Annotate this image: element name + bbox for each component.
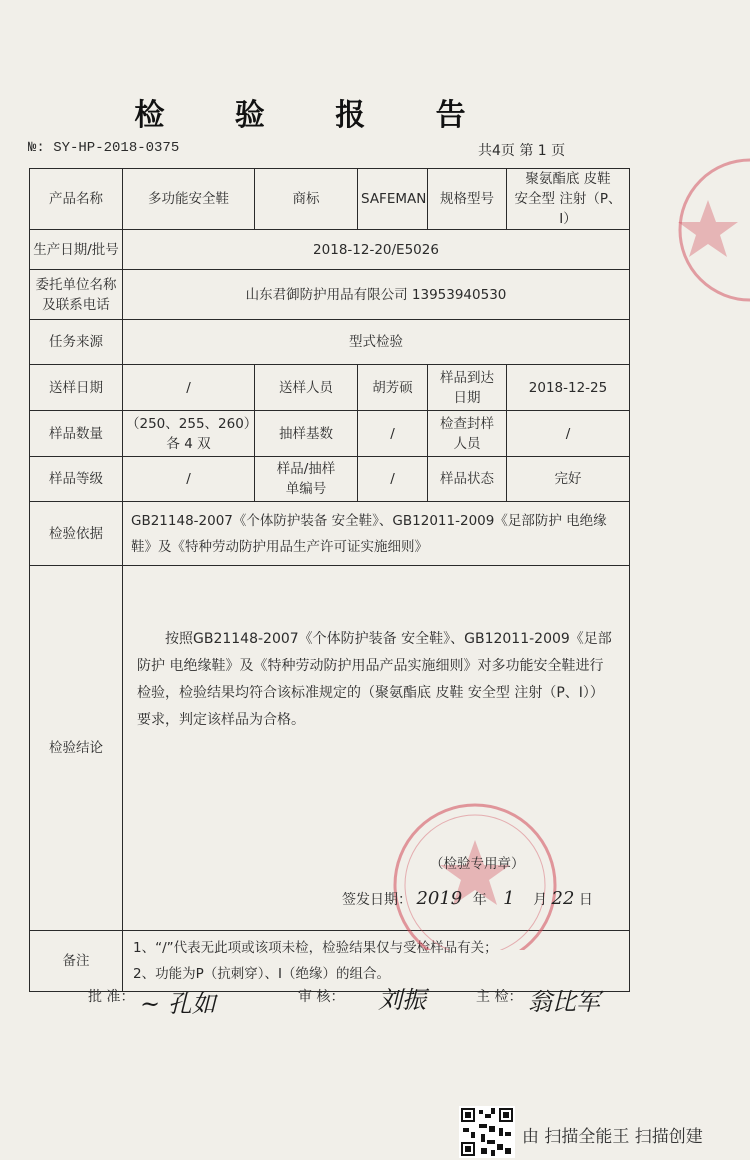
issue-year: 2019	[416, 888, 463, 909]
grade-label: 样品等级	[30, 457, 123, 502]
inspection-seal	[380, 800, 590, 950]
row-send-date	[30, 365, 630, 411]
arrival-label-line-1: 样品到达	[440, 369, 494, 386]
inspect-signature: 翁比军	[528, 988, 600, 1016]
sampling-base-label: 抽样基数	[255, 411, 358, 457]
row-grade	[30, 457, 630, 502]
sample-no-label-line-2: 单编号	[285, 481, 327, 497]
issue-month-unit: 月	[533, 892, 548, 908]
issue-day: 22	[551, 888, 575, 909]
send-date-value: /	[123, 365, 255, 411]
row-quantity	[30, 411, 630, 457]
issue-day-unit: 日	[578, 892, 593, 908]
approve-signature: ~ 孔如	[140, 990, 216, 1018]
quantity-value	[123, 411, 258, 457]
issue-year-unit: 年	[472, 892, 487, 908]
footer-scanner-note: 由 扫描全能王 扫描创建	[522, 1127, 703, 1147]
prod-date-value: 2018-12-20/E5026	[123, 230, 630, 270]
edge-seal	[668, 150, 750, 310]
sender-value: 胡芳硕	[358, 365, 428, 411]
report-title: 检 验 报 告	[134, 98, 496, 133]
row-task-source	[30, 320, 630, 365]
arrival-label-line-2: 日期	[453, 389, 481, 406]
note-1: 1、“/”代表无此项或该项未检，检验结果仅与受检样品有关；	[133, 940, 498, 956]
note-2: 2、功能为P（抗刺穿）、I（绝缘）的组合。	[133, 966, 390, 982]
client-label	[30, 270, 123, 320]
sample-no-label-line-1: 样品/抽样	[276, 461, 336, 477]
product-name-label: 产品名称	[30, 169, 123, 230]
model-line-1: 聚氨酯底 皮鞋	[525, 171, 611, 187]
seal-person-value: /	[507, 411, 630, 457]
report-number: №: SY-HP-2018-0375	[28, 140, 180, 156]
approve-label: 批 准：	[88, 989, 135, 1005]
model-value	[507, 169, 630, 230]
arrival-date-value: 2018-12-25	[507, 365, 630, 411]
task-source-label: 任务来源	[30, 320, 123, 365]
seal-person-label-line-2: 人员	[453, 435, 481, 452]
brand-label: 商标	[255, 169, 358, 230]
review-signature: 刘振	[378, 986, 426, 1014]
review-label: 审 核：	[298, 989, 345, 1005]
brand-value: SAFEMAN	[358, 169, 428, 230]
seal-person-label	[428, 411, 507, 457]
qr-code-icon	[459, 1106, 515, 1158]
sample-no-label	[255, 457, 358, 502]
task-source-value: 型式检验	[123, 320, 630, 365]
client-label-line-1: 委托单位名称	[35, 276, 117, 293]
quantity-line-1: （250、255、260）	[126, 415, 258, 432]
issue-date	[342, 888, 593, 909]
basis-label: 检验依据	[30, 502, 123, 566]
conclusion-label: 检验结论	[30, 566, 123, 931]
sender-label: 送样人员	[255, 365, 358, 411]
conclusion-value: 按照GB21148-2007《个体防护装备 安全鞋》、GB12011-2009《足部防护 电绝缘鞋》及《特种劳动防护用品产品实施细则》对多功能安全鞋进行检验，检验结果均符合该标准规定的（聚氨酯底 皮鞋 安全型 注射（P、I））要求，判定该样品为合格。	[123, 566, 630, 931]
client-value: 山东君御防护用品有限公司 13953940530	[123, 270, 630, 320]
basis-value: GB21148-2007《个体防护装备 安全鞋》、GB12011-2009《足部防护 电绝缘鞋》及《特种劳动防护用品生产许可证实施细则》	[123, 502, 630, 566]
prod-date-label: 生产日期/批号	[30, 230, 123, 270]
arrival-label	[428, 365, 507, 411]
issue-date-label: 签发日期：	[342, 892, 412, 908]
product-name: 多功能安全鞋	[123, 169, 255, 230]
inspect-label: 主 检：	[476, 989, 523, 1005]
grade-value: /	[123, 457, 255, 502]
sample-no-value: /	[358, 457, 428, 502]
row-client	[30, 270, 630, 320]
sampling-base-value: /	[358, 411, 428, 457]
client-label-line-2: 及联系电话	[42, 296, 110, 313]
state-label: 样品状态	[428, 457, 507, 502]
model-line-2: 安全型 注射（P、I）	[514, 191, 622, 227]
seal-person-label-line-1: 检查封样	[440, 415, 494, 432]
seal-label: （检验专用章）	[430, 856, 525, 872]
quantity-line-2: 各 4 双	[166, 435, 211, 452]
notes-label: 备注	[30, 931, 123, 992]
send-date-label: 送样日期	[30, 365, 123, 411]
model-label: 规格型号	[428, 169, 507, 230]
row-basis	[30, 502, 630, 566]
row-product	[30, 169, 630, 230]
page-count: 共4页 第 1 页	[478, 143, 566, 159]
row-production-date	[30, 230, 630, 270]
issue-month: 1	[503, 888, 515, 909]
state-value: 完好	[507, 457, 630, 502]
quantity-label: 样品数量	[30, 411, 123, 457]
